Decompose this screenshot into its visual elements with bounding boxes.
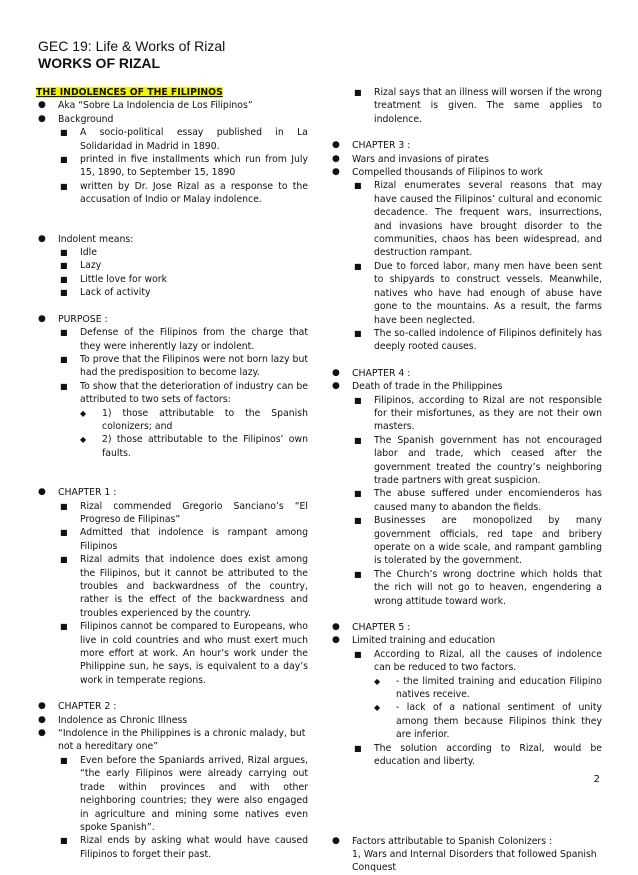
- square-bullet-icon: ■: [354, 649, 362, 659]
- square-bullet-icon: ■: [60, 261, 68, 271]
- list-item: ● CHAPTER 5 :: [332, 622, 411, 634]
- square-bullet-icon: ■: [354, 489, 362, 499]
- square-bullet-icon: ■: [60, 528, 68, 538]
- bullet-icon: ●: [38, 233, 46, 244]
- list-item: ● CHAPTER 1 :: [38, 487, 117, 499]
- sub-list-item: ■ Rizal ends by asking what would have caused Filipinos to forget their past.: [60, 835, 308, 860]
- square-bullet-icon: ■: [60, 181, 68, 191]
- sub-list-item: ■ The so-called indolence of Filipinos definitely has deeply rooted causes.: [354, 327, 602, 353]
- square-bullet-icon: ■: [354, 261, 362, 271]
- bullet-icon: ●: [38, 714, 46, 725]
- course-title: GEC 19: Life & Works of Rizal: [38, 38, 226, 54]
- sub-list-item: ■ Little love for work: [60, 273, 167, 285]
- square-bullet-icon: ■: [60, 755, 68, 765]
- section-title: THE INDOLENCES OF THE FILIPINOS: [36, 87, 223, 98]
- list-item: ● Limited training and education: [332, 635, 496, 647]
- list-item: ● CHAPTER 4 :: [332, 367, 411, 379]
- bullet-icon: ●: [332, 635, 340, 646]
- sub-list-item: ■ printed in five installments which run from July 15, 1890, to September 15, 1890: [60, 154, 308, 179]
- square-bullet-icon: ■: [60, 354, 68, 364]
- square-bullet-icon: ■: [60, 155, 68, 165]
- square-bullet-icon: ■: [354, 569, 362, 579]
- square-bullet-icon: ■: [354, 181, 362, 191]
- square-bullet-icon: ■: [354, 395, 362, 405]
- sub-list-item: ■ The abuse suffered under encomienderos has caused many to abandon the fields.: [354, 488, 602, 513]
- sub-list-item: ■ Rizal says that an illness will worsen if the wrong treatment is given. The same applies to indolence.: [354, 87, 602, 125]
- sub-sub-list-item: ◆ 2) those attributable to the Filipinos’ own faults.: [80, 434, 308, 459]
- sub-sub-list-item: ◆ - lack of a national sentiment of unity among them because Filipinos think they are inferior.: [374, 702, 602, 741]
- diamond-bullet-icon: ◆: [80, 435, 87, 445]
- bullet-icon: ●: [38, 113, 46, 124]
- list-item: ● CHAPTER 3 :: [332, 140, 411, 152]
- square-bullet-icon: ■: [354, 435, 362, 445]
- square-bullet-icon: ■: [60, 622, 68, 632]
- bullet-icon: ●: [38, 313, 46, 324]
- factors-text: 1, Wars and Internal Disorders that followed Spanish Conquest: [352, 848, 597, 874]
- diamond-bullet-icon: ◆: [80, 408, 87, 418]
- sub-sub-list-item: ◆ - the limited training and education Filipino natives receive.: [374, 675, 602, 701]
- square-bullet-icon: ■: [354, 88, 362, 97]
- list-item: ● “Indolence in the Philippines is a chronic malady, but not a hereditary one”: [38, 728, 306, 753]
- bullet-icon: ●: [332, 381, 340, 392]
- square-bullet-icon: ■: [60, 381, 68, 391]
- sub-list-item: ■ Due to forced labor, many men have been sent to shipyards to construct vessels. Meanwhile, natives who have had enough of abuse have gone to the mountains. As a result, the farms have been neglected.: [354, 260, 602, 326]
- square-bullet-icon: ■: [60, 836, 68, 846]
- square-bullet-icon: ■: [60, 501, 68, 511]
- bullet-icon: ●: [38, 100, 46, 111]
- list-item: ● Compelled thousands of Filipinos to work: [332, 167, 543, 179]
- list-item: ● Aka “Sobre La Indolencia de Los Filipinos”: [38, 100, 253, 112]
- sub-list-item: ■ To show that the deterioration of industry can be attributed to two sets of factors:: [60, 380, 308, 406]
- square-bullet-icon: ■: [60, 248, 68, 258]
- diamond-bullet-icon: ◆: [374, 703, 381, 713]
- square-bullet-icon: ■: [354, 328, 362, 338]
- sub-list-item: ■ Even before the Spaniards arrived, Rizal argues, “the early Filipinos were already carrying out trade within provinces and with other neighboring countries; they were also engaged in agriculture and mining some natives even spoke Spanish”.: [60, 754, 308, 833]
- list-item: ● Indolent means:: [38, 233, 134, 245]
- sub-list-item: ■ Lack of activity: [60, 287, 151, 299]
- sub-list-item: ■ Rizal admits that indolence does exist among the Filipinos, but it cannot be attributed to the troubles and backwardness of the country, rather is the effect of the backwardness and troubles experienced by the country.: [60, 554, 308, 619]
- bullet-icon: ●: [38, 487, 46, 498]
- bullet-icon: ●: [332, 367, 340, 378]
- list-item: ● CHAPTER 2 :: [38, 701, 117, 713]
- sub-list-item: ■ Filipinos cannot be compared to Europeans, who live in cold countries and who must exert much more effort at work. An hour’s work under the Philippine sun, he says, is equivalent to a day’s work in temperate regions.: [60, 621, 308, 686]
- square-bullet-icon: ■: [60, 288, 68, 298]
- square-bullet-icon: ■: [60, 274, 68, 284]
- square-bullet-icon: ■: [354, 743, 362, 753]
- sub-list-item: ■ Admitted that indolence is rampant among Filipinos: [60, 527, 308, 552]
- sub-list-item: ■ According to Rizal, all the causes of indolence can be reduced to two factors.: [354, 648, 602, 674]
- list-item: ● Factors attributable to Spanish Colonizers :: [332, 835, 553, 847]
- sub-list-item: ■ Businesses are monopolized by many government officials, red tape and bribery operate on a wide scale, and rampant gambling is tolerated by the government.: [354, 515, 602, 567]
- left-column: [36, 86, 308, 861]
- sub-list-item: ■ Idle: [60, 247, 97, 259]
- square-bullet-icon: ■: [60, 555, 68, 565]
- list-item: ● Indolence as Chronic Illness: [38, 714, 188, 726]
- sub-list-item: ■ Defense of the Filipinos from the charge that they were inherently lazy or indolent.: [60, 327, 308, 352]
- document-title: WORKS OF RIZAL: [38, 55, 161, 71]
- bullet-icon: ●: [332, 140, 340, 151]
- sub-list-item: ■ Filipinos, according to Rizal are not responsible for their misfortunes, as they are not their own masters.: [354, 394, 602, 433]
- sub-list-item: ■ A socio-political essay published in La Solidaridad in Madrid in 1890.: [60, 127, 308, 152]
- sub-list-item: ■ The Church’s wrong doctrine which holds that the rich will not go to heaven, engendering a wrong attitude toward work.: [354, 568, 602, 607]
- bullet-icon: ●: [332, 153, 340, 164]
- list-item: ● Death of trade in the Philippines: [332, 381, 503, 393]
- bullet-icon: ●: [332, 622, 340, 633]
- sub-list-item: ■ Lazy: [60, 260, 102, 272]
- bullet-icon: ●: [332, 167, 340, 178]
- page-number: 2: [593, 774, 600, 785]
- sub-list-item: ■ written by Dr. Jose Rizal as a response to the accusation of Indio or Malay indolence.: [60, 180, 308, 206]
- sub-sub-list-item: ◆ 1) those attributable to the Spanish colonizers; and: [80, 407, 308, 432]
- sub-list-item: ■ Rizal commended Gregorio Sanciano’s “El Progreso de Filipinas”: [60, 500, 308, 525]
- sub-list-item: ■ The solution according to Rizal, would be education and liberty.: [354, 742, 602, 768]
- bullet-icon: ●: [38, 728, 46, 739]
- list-item: ● Background: [38, 113, 114, 125]
- square-bullet-icon: ■: [60, 128, 68, 138]
- square-bullet-icon: ■: [60, 328, 68, 338]
- square-bullet-icon: ■: [354, 516, 362, 526]
- right-column: [330, 86, 602, 875]
- list-item: ● Wars and invasions of pirates: [332, 153, 489, 165]
- list-item: ● PURPOSE :: [38, 313, 108, 325]
- diamond-bullet-icon: ◆: [374, 676, 381, 686]
- bullet-icon: ●: [38, 701, 46, 712]
- sub-list-item: ■ The Spanish government has not encouraged labor and trade, which ceased after the government treated the country’s neighboring trade partners with great suspicion.: [354, 434, 602, 486]
- sub-list-item: ■ Rizal enumerates several reasons that may have caused the Filipinos’ cultural and economic decadence. The frequent wars, insurrections, and invasions have brought disorder to the communities, chaos has been widespread, and destruction rampant.: [354, 180, 602, 259]
- bullet-icon: ●: [332, 835, 340, 846]
- sub-list-item: ■ To prove that the Filipinos were not born lazy but had the predisposition to become lazy.: [60, 353, 308, 379]
